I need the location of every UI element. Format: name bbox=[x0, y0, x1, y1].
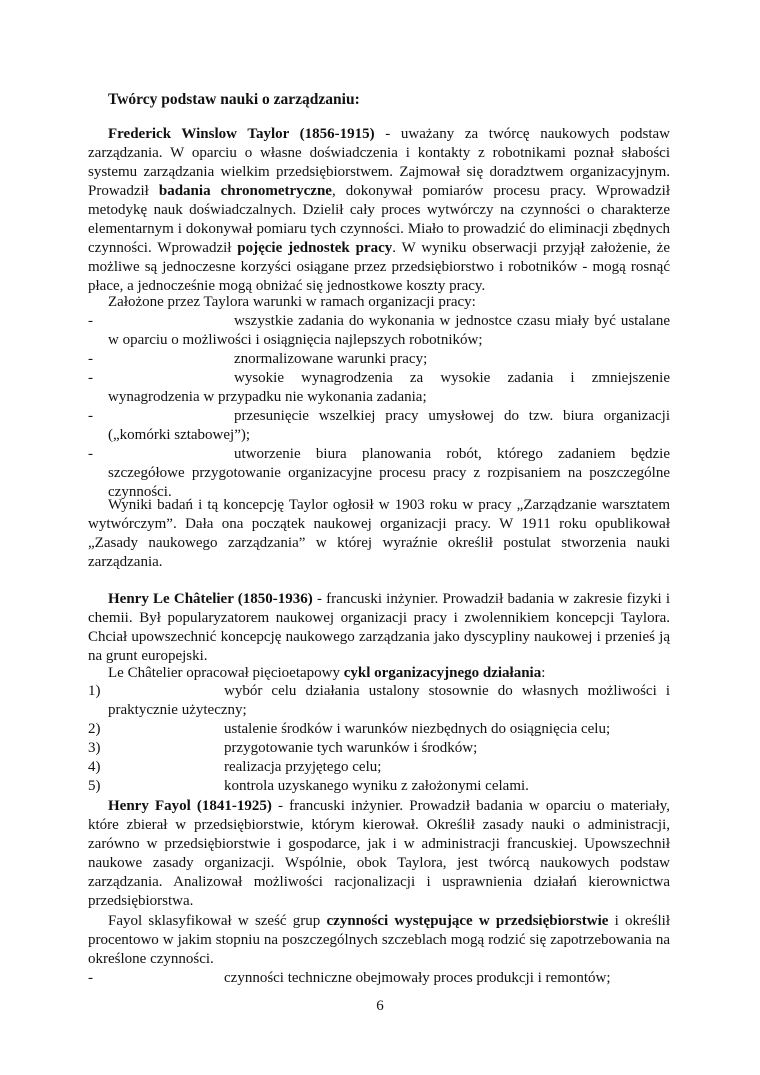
list-item bbox=[88, 739, 670, 758]
chatelier-cycle-intro bbox=[88, 664, 670, 683]
list-item bbox=[88, 682, 670, 720]
list-item bbox=[88, 312, 670, 350]
conditions-intro-text: Założone przez Taylora warunki w ramach organizacji pracy: bbox=[108, 294, 476, 310]
list-text: przesunięcie wszelkiej pracy umysłowej do tzw. biura organizacji („komórki sztabowej”); bbox=[108, 408, 670, 443]
list-marker: 1) bbox=[88, 683, 101, 699]
list-item bbox=[88, 407, 670, 445]
taylor-text-2: , dokonywał pomiarów procesu pracy. Wprowadził metodykę nauk doświadczalnych. Dzielił cały proces wytwórczy na czynności o charakterze elementarnym i dokonywał pomiaru tych czynności. Miało to prowadzić do eliminacji zbędnych czynności. Wprowadził bbox=[88, 183, 671, 256]
fayol-text: - francuski inżynier. Prowadził badania w oparciu o materiały, które zbierał w przedsiębiorstwie, którym kierował. Określił zasady nauki o administracji, zarówno w przedsiębiorstwie i gospodarce, jak i w administracji francuskiej. Upowszechnił naukowe zasady organizacji. Wspólnie, obok Taylora, jest twórcą naukowych podstaw zarządzania. Analizował możliwości racjonalizacji i usprawnienia działań kierownictwa przedsiębiorstwa. bbox=[88, 798, 671, 909]
page-number: 6 bbox=[376, 998, 384, 1014]
list-marker: 2) bbox=[88, 721, 101, 737]
taylor-results-paragraph bbox=[88, 496, 670, 572]
cycle-intro-text: Le Châtelier opracował pięcioetapowy bbox=[108, 665, 344, 681]
list-text: kontrola uzyskanego wyniku z założonymi celami. bbox=[224, 778, 529, 794]
list-text: utworzenie biura planowania robót, którego zadaniem będzie szczegółowe przygotowanie organizacyjne procesu pracy z rozpisaniem na poszczególne czynności. bbox=[108, 446, 670, 500]
list-item bbox=[88, 969, 670, 988]
cycle-bold-text: cykl organizacyjnego działania bbox=[343, 665, 542, 681]
chatelier-paragraph bbox=[88, 590, 670, 666]
list-marker: - bbox=[88, 408, 93, 424]
taylor-bold-2: pojęcie jednostek pracy bbox=[237, 240, 393, 256]
list-item bbox=[88, 720, 670, 739]
taylor-paragraph bbox=[88, 125, 670, 296]
fayol-classification-paragraph bbox=[88, 912, 670, 969]
list-marker: - bbox=[88, 446, 93, 462]
classify-bold: czynności występujące w przedsiębiorstwie bbox=[326, 913, 609, 929]
taylor-bold-1: badania chronometryczne bbox=[158, 183, 332, 199]
list-text: realizacja przyjętego celu; bbox=[224, 759, 382, 775]
chatelier-name: Henry Le Châtelier (1850-1936) bbox=[108, 591, 313, 607]
classify-text-2: i określił procentowo w jakim stopniu na poszczególnych szczeblach mogą rodzić się zapotrzebowania na określone czynności. bbox=[88, 913, 670, 967]
classify-text-1: Fayol sklasyfikował w sześć grup bbox=[108, 913, 327, 929]
list-text: wszystkie zadania do wykonania w jednostce czasu miały być ustalane w oparciu o możliwości i osiągnięcia najlepszych robotników; bbox=[108, 313, 670, 348]
chatelier-text: - francuski inżynier. Prowadził badania w zakresie fizyki i chemii. Był popularyzatorem naukowej organizacji pracy i zwolennikiem koncepcji Taylora. Chciał upowszechnić koncepcję naukowego zarządzania jako dyscypliny naukowej i przenieś ją na grunt europejski. bbox=[88, 591, 671, 664]
list-marker: - bbox=[88, 313, 93, 329]
list-item bbox=[88, 445, 670, 502]
list-item bbox=[88, 350, 670, 369]
taylor-conditions-list bbox=[88, 312, 670, 502]
fayol-paragraph bbox=[88, 797, 670, 911]
taylor-conditions-intro bbox=[88, 293, 670, 312]
chatelier-steps-list bbox=[88, 682, 670, 796]
taylor-text-1: - uważany za twórcę naukowych podstaw zarządzania. W oparciu o własne doświadczenia i kontakty z robotnikami poznał słabości systemu zarządzania wielkim przedsiębiorstwem. Zajmował się doradztwem organizacyjnym. Prowadził bbox=[88, 126, 671, 199]
list-marker: - bbox=[88, 351, 93, 367]
section-heading: Twórcy podstaw nauki o zarządzaniu: bbox=[108, 91, 360, 108]
list-text: przygotowanie tych warunków i środków; bbox=[224, 740, 478, 756]
taylor-text-3: . W wyniku obserwacji przyjął założenie, że możliwe są jednoczesne korzyści osiągane przez przedsiębiorstwo i robotników - mogą rosnąć płace, a jednocześnie mogą obniżać się jednostkowe koszty pracy. bbox=[88, 240, 670, 294]
list-text: ustalenie środków i warunków niezbędnych do osiągnięcia celu; bbox=[224, 721, 611, 737]
list-item bbox=[88, 369, 670, 407]
list-text: wysokie wynagrodzenia za wysokie zadania i zmniejszenie wynagrodzenia w przypadku nie wykonania zadania; bbox=[108, 370, 670, 405]
list-marker: 4) bbox=[88, 759, 101, 775]
list-item bbox=[88, 777, 670, 796]
list-marker: 5) bbox=[88, 778, 101, 794]
list-text: czynności techniczne obejmowały proces produkcji i remontów; bbox=[224, 970, 611, 986]
fayol-name: Henry Fayol (1841-1925) bbox=[108, 798, 272, 814]
list-item bbox=[88, 758, 670, 777]
list-marker: - bbox=[88, 970, 93, 986]
list-text: wybór celu działania ustalony stosownie do własnych możliwości i praktycznie użyteczny; bbox=[108, 683, 670, 718]
list-marker: - bbox=[88, 370, 93, 386]
list-marker: 3) bbox=[88, 740, 101, 756]
list-text: znormalizowane warunki pracy; bbox=[234, 351, 428, 367]
taylor-name: Frederick Winslow Taylor (1856-1915) bbox=[108, 126, 375, 142]
fayol-activities-list bbox=[88, 969, 670, 988]
cycle-end-text: : bbox=[541, 665, 546, 681]
taylor-results-text: Wyniki badań i tą koncepcję Taylor ogłosił w 1903 roku w pracy „Zarządzanie warsztatem wytwórczym”. Dała ona początek naukowej organizacji pracy. W 1911 roku opublikował „Zasady naukowego zarządzania” w której wyraźnie określił postulat stworzenia nauki zarządzania. bbox=[88, 497, 670, 570]
